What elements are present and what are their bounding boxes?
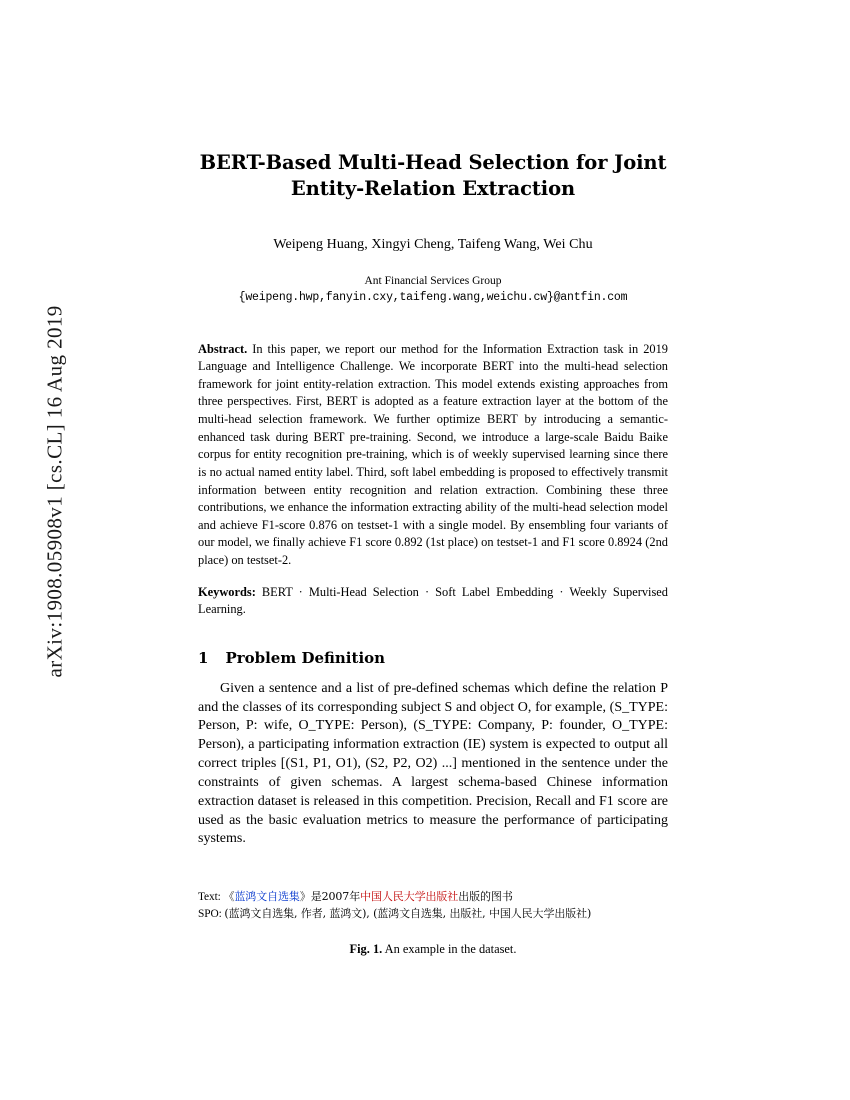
figure-caption-label: Fig. 1. (349, 942, 383, 957)
paper-content (198, 150, 668, 957)
keywords-text: BERT · Multi-Head Selection · Soft Label Embedding · Weekly Supervised Learning. (198, 584, 668, 617)
figure-caption-text: An example in the dataset. (384, 942, 517, 957)
page-title (198, 150, 668, 203)
figure-1 (198, 889, 668, 923)
figure-text-line (198, 889, 668, 906)
figure-text-label: Text: (198, 891, 221, 904)
affiliation: Ant Financial Services Group (364, 274, 502, 287)
section-title: Problem Definition (225, 648, 386, 667)
figure-text-part-3: 》是2007年 (299, 890, 361, 904)
author-emails: {weipeng.hwp,fanyin.cxy,taifeng.wang,weichu.cw}@antfin.com (238, 290, 628, 304)
abstract-label: Abstract. (198, 341, 248, 356)
section-paragraph: Given a sentence and a list of pre-defined schemas which define the relation P and the classes of its corresponding subject S and object O, for example, (S_TYPE: Person, P: wife, O_TYPE: Person), (S_TYPE: Company, P: founder, O_TYPE: Person), a participating information extraction (IE) system is expected to output all correct triples [(S1, P1, O1), (S2, P2, O2) ...] mentioned in the sentence under the constraints of given schemas. A largest schema-based Chinese information extraction dataset is released in this competition. Precision, Recall and F1 score are used as the basic evaluation metrics to measure the performance of participating systems. (198, 680, 668, 847)
figure-text-part-5: 出版的图书 (458, 890, 513, 904)
abstract-block (198, 341, 668, 570)
figure-text-part-1: 《 (223, 890, 235, 904)
figure-caption (198, 942, 668, 957)
figure-spo-text: (蓝鸿文自选集, 作者, 蓝鸿文), (蓝鸿文自选集, 出版社, 中国人民大学出版社) (224, 907, 592, 921)
title-line-1: BERT-Based Multi-Head Selection for Joint (199, 151, 667, 174)
section-heading (198, 649, 668, 667)
author-list: Weipeng Huang, Xingyi Cheng, Taifeng Wang, Wei Chu (273, 236, 593, 252)
title-line-2: Entity-Relation Extraction (290, 177, 576, 201)
figure-text-object: 中国人民大学出版社 (360, 890, 459, 904)
figure-text-subject: 蓝鸿文自选集 (234, 890, 300, 904)
arxiv-identifier-stamp: arXiv:1908.05908v1 [cs.CL] 16 Aug 2019 (42, 305, 67, 678)
figure-spo-label: SPO: (198, 908, 222, 921)
abstract-text: In this paper, we report our method for the Information Extraction task in 2019 Language and Intelligence Challenge. We incorporate BERT into the multi-head selection framework for joint entity-relation extraction. This model extends existing approaches from three perspectives. First, BERT is adopted as a feature extraction layer at the bottom of the multi-head selection framework. We further optimize BERT by introducing a semantic-enhanced task during BERT pre-training. Second, we introduce a large-scale Baidu Baike corpus for entity recognition pre-training, which is of weekly supervised learning since there is no actual named entity label. Third, soft label embedding is proposed to effectively transmit information between entity recognition and relation extraction. Combining these three contributions, we enhance the information extracting ability of the multi-head selection model and achieve F1-score 0.876 on testset-1 with a single model. By ensembling four variants of our model, we finally achieve F1 score 0.892 (1st place) on testset-1 and F1 score 0.8924 (2nd place) on testset-2. (198, 341, 668, 567)
keywords-block (198, 584, 668, 619)
keywords-label: Keywords: (198, 584, 256, 599)
figure-spo-line (198, 906, 668, 923)
section-number: 1 (198, 648, 209, 667)
